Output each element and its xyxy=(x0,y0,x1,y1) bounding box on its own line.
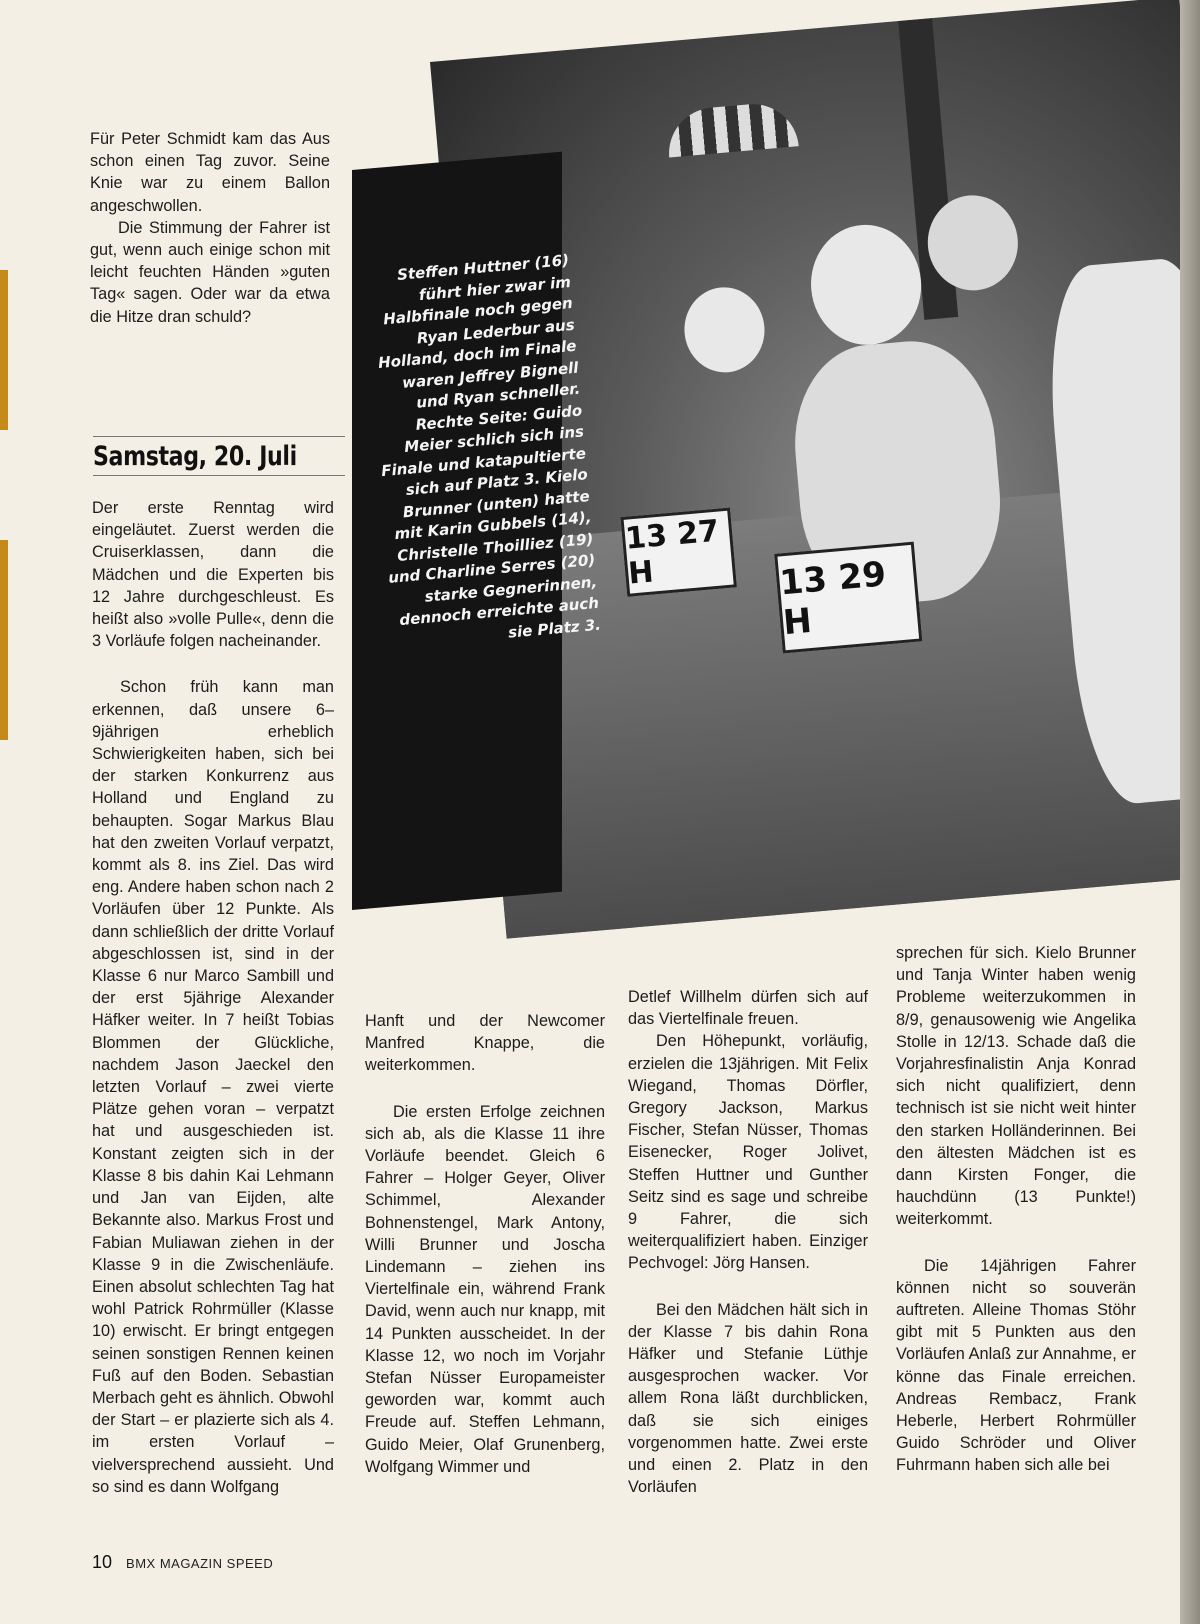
section-heading-box xyxy=(93,436,345,476)
intro-text xyxy=(90,128,330,328)
text-column-3 xyxy=(628,986,868,1498)
page-number: 10 xyxy=(92,1552,113,1572)
section-heading: Samstag, 20. Juli xyxy=(93,441,297,472)
paragraph: Hanft und der Newcomer Manfred Knappe, die weiterkommen. xyxy=(365,1012,605,1075)
photo-caption: Steffen Huttner (16) führt hier zwar im Halbfinale noch gegen Ryan Lederbur aus Holland, doch im Finale waren Jeffrey Bignell und Ryan schneller. Rechte Seite: Guido Meier schlich sich ins Finale und katapultierte sich auf Platz 3. Kielo Brunner (unten) hatte mit Karin Gubbels (14), Christelle Thoilliez (19) und Charline Serres (20) starke Gegnerinnen, dennoch erreichte auch sie Platz 3. xyxy=(377,250,602,642)
intro-paragraph: Für Peter Schmidt kam das Aus schon einen Tag zuvor. Seine Knie war zu einem Ballon angeschwollen. xyxy=(90,130,330,215)
paragraph: sprechen für sich. Kielo Brunner und Tanja Winter haben wenig Probleme weiterzukommen in 8/9, genausowenig wie Angelika Stolle in 12/13. Schade daß die Vorjahresfinalistin Anja Konrad sich nicht qualifiziert, denn technisch ist sie nicht weit hinter den starken Holländerinnen. Bei den ältesten Mädchen ist es dann Kirsten Fonger, die hauchdünn (13 Punkte!) weiterkommt. xyxy=(896,944,1136,1229)
magazine-name: BMX MAGAZIN SPEED xyxy=(126,1556,274,1571)
paragraph: Den Höhepunkt, vorläufig, erzielen die 13jährigen. Mit Felix Wiegand, Thomas Dörfler, Gregory Jackson, Markus Fischer, Stefan Nüsser, Thomas Eisenecker, Roger Jolivet, Steffen Huttner und Gunther Seitz sind es sage und schreibe 9 Fahrer, die sich weiterqualifiziert haben. Einziger Pechvogel: Jörg Hansen. xyxy=(628,1032,868,1273)
number-plate-29: 13 29 H xyxy=(774,542,922,654)
edge-strip-top xyxy=(0,270,8,430)
paragraph: Bei den Mädchen hält sich in der Klasse 7 bis dahin Rona Häfker und Stefanie Lüthje ausgesprochen wacker. Vor allem Rona läßt durchblicken, daß sie sich einiges vorgenommen hatte. Zwei erste und einen 2. Platz in den Vorläufen xyxy=(628,1300,868,1497)
intro-paragraph: Die Stimmung der Fahrer ist gut, wenn auch einige schon mit leicht feuchten Händen »guten Tag« sagen. Oder war da etwa die Hitze dran schuld? xyxy=(90,218,330,326)
photo-helmet-center xyxy=(806,220,926,349)
text-column-1 xyxy=(92,497,334,1498)
photo-umbrella xyxy=(665,100,799,157)
edge-strip-bottom xyxy=(0,540,8,740)
paragraph: Detlef Willhelm dürfen sich auf das Viertelfinale freuen. xyxy=(628,988,868,1029)
text-column-2 xyxy=(365,1010,605,1478)
photo-helmet-left xyxy=(681,284,768,376)
number-plate-27: 13 27 H xyxy=(620,508,737,597)
paragraph: Schon früh kann man erkennen, daß unsere 6–9jährigen erheblich Schwierigkeiten haben, sich bei der starken Konkurrenz aus Holland und England zu behaupten. Sogar Markus Blau hat den zweiten Vorlauf verpatzt, kommt als 8. ins Ziel. Das wird eng. Andere haben schon nach 2 Vorläufen über 12 Punkte. Als dann schließlich der dritte Vorlauf abgeschlossen ist, sind in der Klasse 6 nur Marco Sambill und der erst 5jährige Alexander Häfker weiter. In 7 heißt Tobias Blommen der Glückliche, nachdem Jason Jaeckel den letzten Vorlauf – zwei vierte Plätze gehen voran – verpatzt hat und ausgeschieden ist. Konstant zeigten sich in der Klasse 8 bis dahin Kai Lehmann und Jan van Eijden, alte Bekannte also. Markus Frost und Fabian Muliawan ziehen in der Klasse 9 in die Zwischenläufe. Einen absolut schlechten Tag hat wohl Patrick Rohrmüller (Klasse 10) erwischt. Er bringt entgegen seinen sonstigen Rennen keinen Fuß auf den Boden. Sebastian Merbach geht es ähnlich. Obwohl der Start – er plazierte sich als 4. im ersten Vorlauf – vielversprechend aussieht. Und so sind es dann Wolfgang xyxy=(92,678,334,1496)
page-footer xyxy=(92,1552,273,1573)
paragraph: Die 14jährigen Fahrer können nicht so souverän auftreten. Alleine Thomas Stöhr gibt mit 5 Punkten aus den Vorläufen Anlaß zur Annahme, er könne das Finale erreichen. Andreas Rembacz, Frank Heberle, Herbert Rohrmüller Guido Schröder und Oliver Fuhrmann haben sich alle bei xyxy=(896,1256,1136,1475)
text-column-4 xyxy=(896,942,1136,1477)
paragraph: Die ersten Erfolge zeichnen sich ab, als die Klasse 11 ihre Vorläufe beendet. Gleich 6 Fahrer – Holger Geyer, Oliver Schimmel, Alexander Bohnenstengel, Mark Antony, Willi Brunner und Joscha Lindemann – ziehen ins Viertelfinale ein, während Frank David, wenn auch nur knapp, mit 14 Punkten ausscheidet. In der Klasse 12, wo noch im Vorjahr Stefan Nüsser Europameister geworden war, kommt auch Freude auf. Steffen Lehmann, Guido Meier, Olaf Grunenberg, Wolfgang Wimmer und xyxy=(365,1102,605,1476)
paragraph: Der erste Renntag wird eingeläutet. Zuerst werden die Cruiserklassen, dann die Mädchen und die Experten bis 12 Jahre durchgeschleust. Es heißt also »volle Pulle«, denn die 3 Vorläufe folgen nacheinander. xyxy=(92,499,334,651)
page-spine-shadow xyxy=(1180,0,1200,1624)
